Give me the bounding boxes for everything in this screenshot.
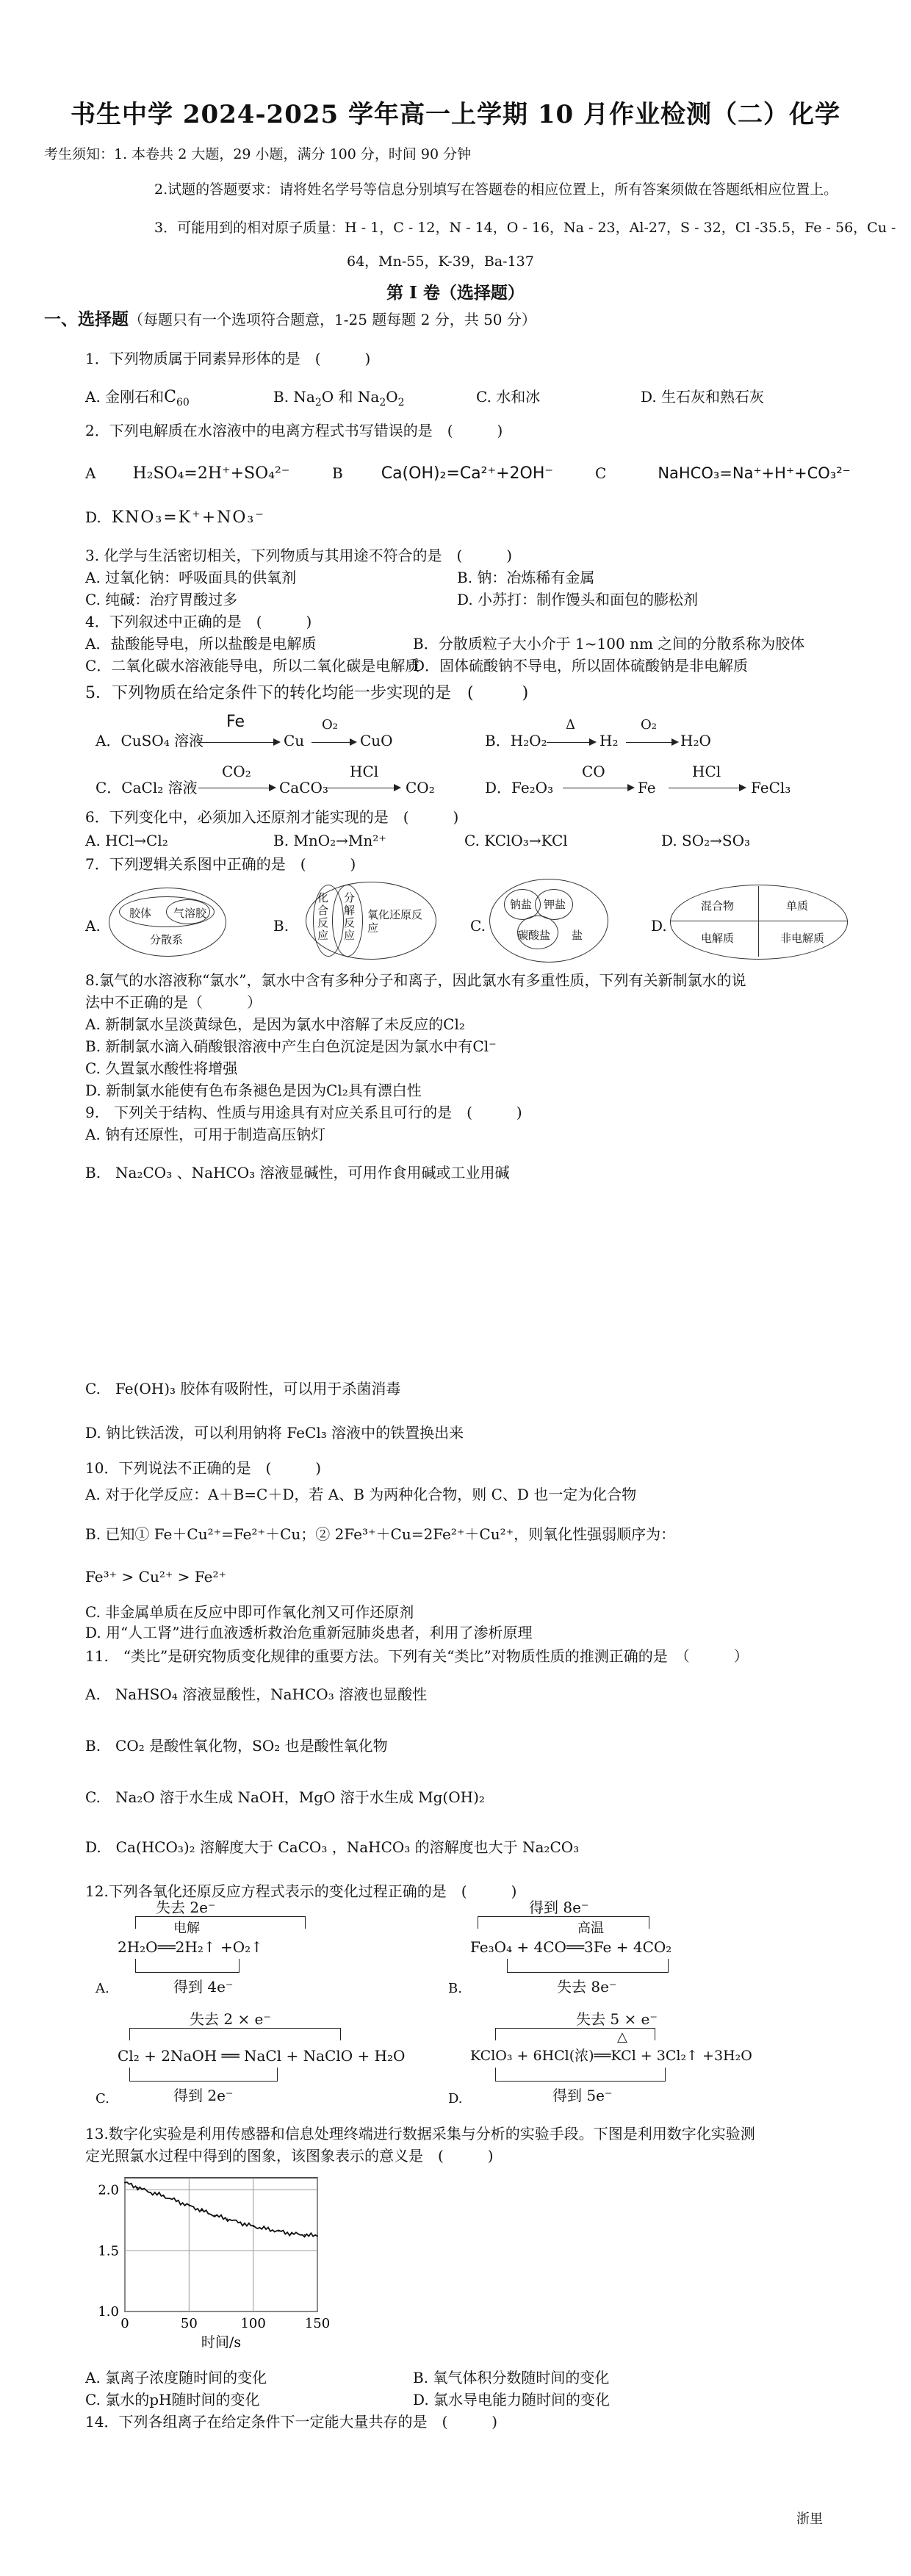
chart-y-tick-label: 1.5: [98, 2243, 119, 2259]
chart-data-point: [201, 2210, 203, 2212]
q10-option-b: B. 已知① Fe＋Cu²⁺=Fe²⁺＋Cu；② 2Fe³⁺＋Cu=2Fe²⁺＋Cu²⁺，则氧化性强弱顺序为：: [85, 1525, 676, 1543]
q3-stem: 3. 化学与生活密切相关，下列物质与其用途不符合的是 ( ): [85, 547, 513, 564]
q12-option-c-label: C.: [96, 2091, 109, 2107]
q3-option-a: A. 过氧化钠：呼吸面具的供氧剂: [85, 569, 297, 586]
q12-d-top-bracket: [495, 2028, 655, 2040]
note-2: 2.试题的答题要求：请将姓名学号等信息分别填写在答题卷的相应位置上，所有答案须做在答题纸相应位置上。: [154, 181, 838, 198]
page-title: 书生中学 2024-2025 学年高一上学期 10 月作业检测（二）化学: [70, 100, 841, 129]
q12-c-equation: Cl₂ + 2NaOH ══ NaCl + NaClO + H₂O: [118, 2047, 406, 2065]
q4-option-a: A．盐酸能导电，所以盐酸是电解质: [85, 635, 317, 652]
q5-b-end: H₂O: [680, 732, 711, 749]
q11-option-c: C. Na₂O 溶于水生成 NaOH，MgO 溶于水生成 Mg(OH)₂: [85, 1788, 485, 1806]
chart-data-point: [214, 2215, 215, 2216]
q12-a-top-bracket: [135, 1916, 306, 1929]
q8-option-b: B. 新制氯水滴入硝酸银溶液中产生白色沉淀是因为氯水中有Cl⁻: [85, 1037, 497, 1055]
q5-option-d-label: D．Fe₂O₃: [485, 779, 554, 796]
chart-data-point: [304, 2234, 306, 2236]
q11-option-d: D. Ca(HCO₃)₂ 溶解度大于 CaCO₃ ，NaHCO₃ 的溶解度也大于 Na₂CO₃: [85, 1838, 580, 1856]
q3-option-d: D. 小苏打：制作馒头和面包的膨松剂: [457, 591, 699, 608]
q5-a-arrow-2: [312, 742, 356, 743]
q7-d-diagram: [670, 885, 848, 960]
q7-a-label-1: 胶体: [129, 907, 152, 920]
q1-option-a: A. 金刚石和$C_{60}$: [85, 388, 190, 409]
q7-a-label-2: 气溶胶: [173, 907, 207, 920]
q12-option-b-label: B.: [448, 1981, 462, 1996]
q8-stem-line-1: 8.氯气的水溶液称“氯水”，氯水中含有多种分子和离子，因此氯水有多重性质，下列有关新制氯水的说: [85, 971, 746, 989]
q5-c-end: CO₂: [406, 779, 435, 796]
q7-d-label-4: 非电解质: [780, 932, 825, 945]
q7-d-vline: [758, 886, 759, 957]
q9-option-c: C. Fe(OH)₃ 胶体有吸附性，可以用于杀菌消毒: [85, 1380, 401, 1397]
q12-b-condition: 高温: [577, 1921, 604, 1936]
q12-a-condition: 电解: [173, 1921, 200, 1936]
q8-option-c: C. 久置氯水酸性将增强: [85, 1059, 238, 1077]
q5-option-a-label: A．CuSO₄ 溶液: [96, 732, 204, 749]
q7-option-c-label: C.: [470, 917, 486, 935]
q5-c-middle: CaCO₃: [279, 779, 328, 796]
q6-stem: 6．下列变化中，必须加入还原剂才能实现的是 ( ): [85, 808, 459, 826]
q12-c-top-label: 失去 2 × e⁻: [190, 2010, 271, 2028]
q7-c-label-2: 钾盐: [544, 898, 566, 911]
q11-option-a: A. NaHSO₄ 溶液显酸性，NaHCO₃ 溶液也显酸性: [85, 1685, 428, 1703]
chart-x-tick-label: 0: [120, 2316, 129, 2331]
q13-option-a: A. 氯离子浓度随时间的变化: [85, 2369, 267, 2386]
q5-c-reagent-1: CO₂: [222, 763, 251, 780]
note-1: 考生须知：1. 本卷共 2 大题，29 小题，满分 100 分，时间 90 分钟: [44, 146, 472, 162]
q1-option-b: B. $Na_2O$ 和 $Na_2O_2$: [273, 388, 405, 409]
q13-stem-line-1: 13.数字化实验是利用传感器和信息处理终端进行数据采集与分析的实验手段。下图是利用数字化实验测: [85, 2125, 755, 2143]
q12-d-equation: KClO₃ + 6HCl(浓)══KCl + 3Cl₂↑ +3H₂O: [470, 2048, 752, 2064]
q14-stem: 14．下列各组离子在给定条件下一定能大量共存的是 ( ): [85, 2413, 498, 2431]
q12-c-top-bracket: [129, 2028, 341, 2040]
chart-y-tick-label: 2.0: [98, 2182, 119, 2198]
q12-d-bottom-bracket: [495, 2068, 666, 2082]
q5-a-reagent-2: O₂: [322, 717, 338, 733]
q10-option-a: A. 对于化学反应：A＋B=C＋D，若 A、B 为两种化合物，则 C、D 也一定为化合物: [85, 1486, 637, 1503]
q7-a-label-3: 分散系: [150, 933, 184, 946]
q12-a-bottom-label: 得到 4e⁻: [173, 1978, 234, 1996]
q5-option-b-label: B．H₂O₂: [485, 732, 547, 749]
q8-stem-line-2: 法中不正确的是（ ）: [85, 993, 262, 1011]
q6-option-b: B. MnO₂→Mn²⁺: [273, 832, 386, 849]
chart-data-point: [253, 2226, 254, 2227]
chart-x-tick-label: 100: [240, 2316, 266, 2331]
q13-option-c: C. 氯水的pH随时间的变化: [85, 2391, 260, 2408]
footer-watermark: 浙里: [796, 2511, 823, 2527]
q5-a-arrow-1: [197, 742, 279, 743]
q12-option-d-label: D.: [448, 2091, 463, 2107]
q12-b-equation: Fe₃O₄ + 4CO══3Fe + 4CO₂: [470, 1938, 672, 1956]
q5-b-arrow-2: [626, 742, 677, 743]
q12-b-top-bracket: [478, 1916, 649, 1929]
q4-option-d: D．固体硫酸钠不导电，所以固体硫酸钠是非电解质: [413, 657, 749, 674]
q12-b-bottom-bracket: [507, 1959, 669, 1973]
q9-option-b: B. Na₂CO₃ 、NaHCO₃ 溶液显碱性，可用作食用碱或工业用碱: [85, 1164, 510, 1181]
q7-b-label-3: 氧化还原反应: [367, 908, 423, 935]
q11-option-b: B. CO₂ 是酸性氧化物，SO₂ 也是酸性氧化物: [85, 1737, 388, 1755]
chart-plot-frame: [125, 2178, 317, 2311]
q11-stem: 11. “类比”是研究物质变化规律的重要方法。下列有关“类比”对物质性质的推测正确的是 （ ）: [85, 1647, 749, 1665]
q8-option-a: A. 新制氯水呈淡黄绿色，是因为氯水中溶解了未反应的Cl₂: [85, 1015, 465, 1033]
section-heading: 一、选择题（每题只有一个选项符合题意，1-25 题每题 2 分，共 50 分）: [44, 309, 536, 329]
chart-data-point: [278, 2231, 280, 2232]
q5-d-middle: Fe: [638, 779, 656, 796]
q5-b-reagent-1: Δ: [566, 717, 575, 733]
q5-b-middle: H₂: [599, 732, 619, 749]
q7-c-label-1: 钠盐: [510, 898, 533, 911]
q3-option-b: B. 钠：冶炼稀有金属: [457, 569, 595, 586]
q5-d-reagent-2: HCl: [692, 763, 721, 780]
q10-option-c: C. 非金属单质在反应中即可作氧化剂又可作还原剂: [85, 1603, 414, 1621]
q2-stem: 2．下列电解质在水溶液中的电离方程式书写错误的是 ( ): [85, 422, 503, 439]
chart-data-point: [265, 2228, 267, 2230]
chart-x-tick-label: 50: [180, 2316, 198, 2331]
chart-data-point: [188, 2205, 190, 2206]
chart-data-point: [150, 2192, 151, 2193]
note-3b: 64，Mn-55，K-39，Ba-137: [347, 253, 534, 270]
q12-b-top-label: 得到 8e⁻: [529, 1899, 589, 1916]
q6-option-a: A. HCl→Cl₂: [85, 832, 168, 849]
q12-a-equation: 2H₂O══2H₂↑ +O₂↑: [118, 1938, 263, 1956]
q10-option-b-order: Fe³⁺ > Cu²⁺ > Fe²⁺: [85, 1568, 227, 1586]
q10-option-d: D. 用“人工肾”进行血液透析救治危重新冠肺炎患者，利用了渗析原理: [85, 1624, 533, 1641]
q12-d-condition: △: [617, 2029, 627, 2045]
q5-stem: 5．下列物质在给定条件下的转化均能一步实现的是 ( ): [85, 684, 529, 702]
q12-d-top-label: 失去 5 × e⁻: [576, 2010, 658, 2028]
chart-data-point: [163, 2195, 165, 2197]
q12-d-bottom-label: 得到 5e⁻: [552, 2087, 613, 2104]
q5-b-arrow-1: [547, 742, 595, 743]
q7-b-label-2: 分解反应: [344, 891, 356, 942]
q9-stem: 9. 下列关于结构、性质与用途具有对应关系且可行的是 ( ): [85, 1104, 522, 1121]
q9-option-a: A. 钠有还原性，可用于制造高压钠灯: [85, 1126, 326, 1143]
q2-option-b: B Ca(OH)₂=Ca²⁺+2OH⁻: [332, 464, 554, 483]
q1-stem: 1．下列物质属于同素异形体的是 ( ): [85, 350, 371, 367]
q12-a-top-label: 失去 2e⁻: [156, 1899, 216, 1916]
q7-c-label-4: 盐: [572, 929, 583, 942]
chart-data-point: [240, 2222, 241, 2223]
q7-option-b-label: B.: [273, 917, 289, 935]
q3-option-c: C. 纯碱：治疗胃酸过多: [85, 591, 238, 608]
q12-option-a-label: A.: [96, 1981, 109, 1996]
chart-x-tick-label: 150: [304, 2316, 331, 2331]
note-3a: 3．可能用到的相对原子质量：H - 1，C - 12，N - 14，O - 16，Na - 23，Al-27，S - 32，Cl -35.5，Fe - 56，Cu -: [154, 220, 896, 236]
q7-b-label-1: 化合反应: [317, 891, 329, 942]
q5-d-reagent-1: CO: [582, 763, 605, 780]
chart-data-point: [137, 2187, 139, 2188]
q5-d-end: FeCl₃: [751, 779, 791, 796]
q12-c-bottom-bracket: [129, 2068, 278, 2082]
chart-data-point: [291, 2233, 292, 2234]
q5-option-c-label: C．CaCl₂ 溶液: [96, 779, 198, 796]
q12-a-bottom-bracket: [135, 1959, 240, 1973]
q8-option-d: D. 新制氯水能使有色布条褪色是因为Cl₂具有漂白性: [85, 1082, 422, 1099]
q5-b-reagent-2: O₂: [641, 717, 657, 733]
chart-data-point: [176, 2201, 177, 2202]
q4-stem: 4．下列叙述中正确的是 ( ): [85, 613, 312, 630]
q5-a-end: CuO: [360, 732, 393, 749]
q4-option-b: B．分散质粒子大小介于 1~100 nm 之间的分散系称为胶体: [413, 635, 805, 652]
q2-option-a: A H₂SO₄=2H⁺+SO₄²⁻: [85, 464, 290, 483]
chart-data-point: [227, 2218, 228, 2220]
q12-stem: 12.下列各氧化还原反应方程式表示的变化过程正确的是 ( ): [85, 1882, 517, 1900]
q5-a-middle: Cu: [284, 732, 305, 749]
q7-stem: 7．下列逻辑关系图中正确的是 ( ): [85, 855, 356, 873]
q6-option-c: C. KClO₃→KCl: [464, 832, 568, 849]
q13-stem-line-2: 定光照氯水过程中得到的图象，该图象表示的意义是 ( ): [85, 2147, 494, 2165]
q9-option-d: D. 钠比铁活泼，可以利用钠将 FeCl₃ 溶液中的铁置换出来: [85, 1424, 464, 1442]
q7-d-label-1: 混合物: [701, 899, 735, 913]
q5-c-reagent-2: HCl: [350, 763, 379, 780]
chart-x-axis-label: 时间/s: [201, 2334, 242, 2350]
chart-data-point: [317, 2236, 318, 2237]
q4-option-c: C．二氧化碳水溶液能导电，所以二氧化碳是电解质: [85, 657, 420, 674]
q7-c-label-3: 碳酸盐: [517, 929, 551, 942]
q13-line-chart: [81, 2169, 345, 2360]
q2-option-d: D. KNO₃=K⁺+NO₃⁻: [85, 508, 265, 527]
q13-option-d: D. 氯水导电能力随时间的变化: [413, 2391, 611, 2408]
q1-option-c: C. 水和冰: [476, 388, 541, 406]
q12-b-bottom-label: 失去 8e⁻: [557, 1978, 617, 1996]
q10-stem: 10．下列说法不正确的是 ( ): [85, 1459, 322, 1477]
q2-option-c: C NaHCO₃=Na⁺+H⁺+CO₃²⁻: [595, 464, 851, 482]
chart-y-tick-label: 1.0: [98, 2304, 119, 2320]
q7-d-label-2: 单质: [786, 899, 809, 913]
q6-option-d: D. SO₂→SO₃: [661, 832, 751, 849]
volume-title: 第 I 卷（选择题）: [386, 283, 525, 303]
q13-option-b: B. 氧气体积分数随时间的变化: [413, 2369, 610, 2386]
q7-option-a-label: A.: [85, 917, 101, 935]
q7-d-label-3: 电解质: [701, 932, 735, 945]
chart-data-point: [124, 2182, 126, 2184]
q5-a-reagent-1: Fe: [226, 713, 245, 731]
q7-option-d-label: D.: [651, 917, 667, 935]
q1-option-d: D. 生石灰和熟石灰: [641, 388, 765, 406]
chart-series-line: [125, 2182, 317, 2237]
q12-c-bottom-label: 得到 2e⁻: [173, 2087, 234, 2104]
